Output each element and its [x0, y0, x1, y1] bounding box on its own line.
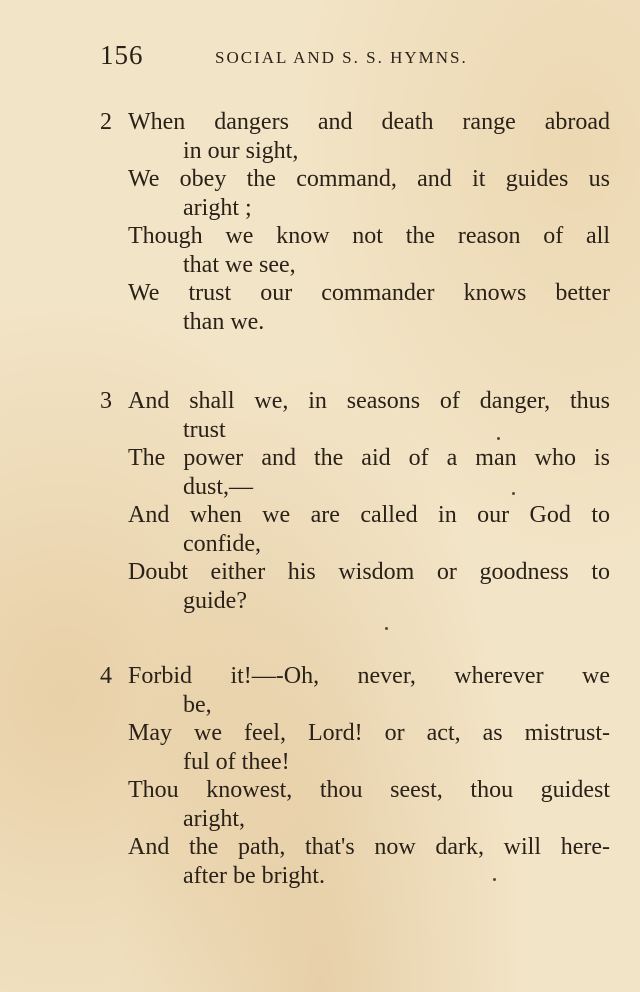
verse-line-continuation: aright ;: [183, 194, 252, 221]
paper-speck: [497, 437, 500, 440]
verse-line: Doubt either his wisdom or goodness to: [128, 559, 610, 585]
verse-line-continuation: be,: [183, 691, 212, 718]
verse-line: Thou knowest, thou seest, thou guidest: [128, 777, 610, 803]
verse-line: Forbid it!—-Oh, never, wherever we: [128, 663, 610, 689]
verse-line: And shall we, in seasons of danger, thus: [128, 388, 610, 414]
stanza-number: 2: [100, 109, 112, 135]
verse-line: Though we know not the reason of all: [128, 223, 610, 249]
running-title: SOCIAL AND S. S. HYMNS.: [215, 48, 468, 67]
verse-line-continuation: dust,—: [183, 473, 254, 500]
verse-line: When dangers and death range abroad: [128, 109, 610, 135]
verse-line-continuation: that we see,: [183, 251, 296, 278]
running-header: [100, 40, 600, 74]
verse-line-continuation: guide?: [183, 587, 247, 614]
verse-line-continuation: aright,: [183, 805, 245, 832]
verse-line: And the path, that's now dark, will here-: [128, 834, 610, 860]
paper-speck: [385, 627, 388, 630]
verse-line-continuation: trust: [183, 416, 226, 443]
verse-line: And when we are called in our God to: [128, 502, 610, 528]
stanza-2: [100, 108, 610, 336]
stanza-3: [100, 387, 610, 615]
verse-line: The power and the aid of a man who is: [128, 445, 610, 471]
verse-line: May we feel, Lord! or act, as mistrust-: [128, 720, 610, 746]
paper-speck: [512, 492, 515, 495]
verse-line: We trust our commander knows better: [128, 280, 610, 306]
verse-line-continuation: confide,: [183, 530, 261, 557]
verse-line-continuation: ful of thee!: [183, 748, 290, 775]
stanza-number: 4: [100, 663, 112, 689]
stanza-number: 3: [100, 388, 112, 414]
page-number: 156: [100, 40, 144, 70]
stanza-4: [100, 662, 610, 890]
verse-line-continuation: than we.: [183, 308, 265, 335]
verse-line-continuation: in our sight,: [183, 137, 299, 164]
paper-speck: [493, 878, 496, 881]
verse-line-continuation: after be bright.: [183, 862, 325, 889]
verse-line: We obey the command, and it guides us: [128, 166, 610, 192]
